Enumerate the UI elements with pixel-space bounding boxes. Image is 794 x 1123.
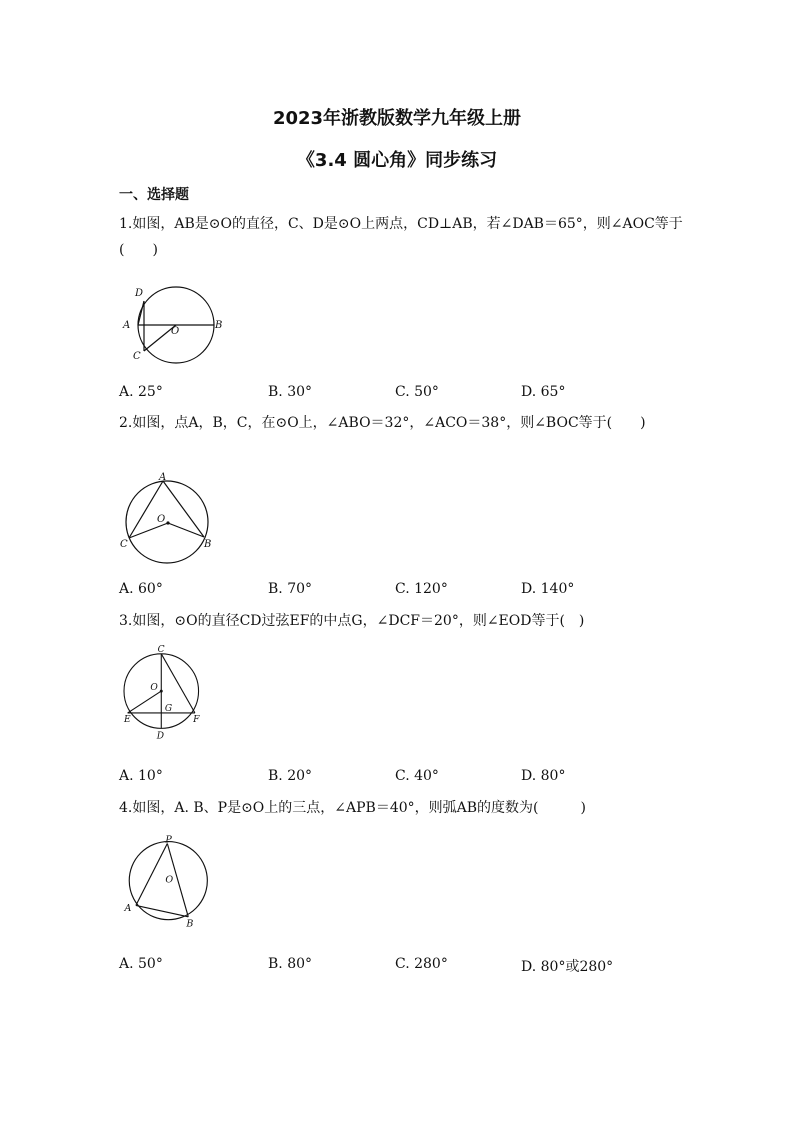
- center-point-o: [166, 521, 169, 524]
- label-p: P: [165, 834, 172, 846]
- q1-option-a: A. 25°: [119, 384, 163, 400]
- q1-option-b: B. 30°: [268, 384, 313, 400]
- label-o: O: [171, 326, 180, 337]
- q3-option-c: C. 40°: [395, 768, 439, 784]
- label-a: A: [124, 903, 132, 915]
- label-g: G: [164, 704, 173, 715]
- q3-option-a: A. 10°: [119, 768, 163, 784]
- label-o: O: [165, 874, 174, 886]
- label-d: D: [135, 288, 144, 299]
- question-4-figure: [119, 833, 229, 933]
- label-o: O: [157, 514, 166, 525]
- label-a: A: [123, 320, 131, 331]
- section-heading: 一、选择题: [119, 187, 189, 203]
- center-point-o: [160, 690, 163, 693]
- label-b: B: [204, 539, 212, 550]
- question-4-text: 4.如图，A. B、P是⊙O上的三点，∠APB＝40°，则弧AB的度数为( ): [119, 800, 586, 816]
- q2-option-c: C. 120°: [395, 581, 448, 597]
- label-f: F: [193, 715, 200, 725]
- q3-option-b: B. 20°: [268, 768, 313, 784]
- label-c: C: [157, 645, 165, 655]
- document-title: 2023年浙教版数学九年级上册: [272, 108, 522, 129]
- question-2-figure: [119, 470, 229, 570]
- q4-option-b: B. 80°: [268, 956, 313, 972]
- q2-option-b: B. 70°: [268, 581, 313, 597]
- label-e: E: [124, 715, 131, 725]
- q1-option-d: D. 65°: [521, 384, 566, 400]
- segment-ad: [138, 301, 144, 325]
- q4-option-d: D. 80°或280°: [521, 959, 614, 975]
- label-c: C: [120, 539, 128, 550]
- label-d: D: [156, 731, 165, 742]
- segment-oc: [129, 523, 168, 538]
- label-o: O: [150, 683, 158, 694]
- question-3-figure: [119, 642, 229, 742]
- segment-ac: [129, 481, 166, 538]
- label-b: B: [186, 918, 194, 930]
- q3-option-d: D. 80°: [521, 768, 566, 784]
- question-3-text: 3.如图，⊙O的直径CD过弦EF的中点G，∠DCF＝20°，则∠EOD等于( ): [119, 613, 585, 629]
- q2-option-a: A. 60°: [119, 581, 163, 597]
- question-2-text: 2.如图，点A，B，C，在⊙O上，∠ABO＝32°，∠ACO＝38°，则∠BOC等于( ): [119, 415, 646, 431]
- label-b: B: [215, 320, 223, 331]
- document-subtitle: 《3.4 圆心角》同步练习: [296, 150, 498, 171]
- q4-option-c: C. 280°: [395, 956, 448, 972]
- question-1-text: 1.如图，AB是⊙O的直径，C、D是⊙O上两点，CD⊥AB，若∠DAB＝65°，则∠AOC等于( ): [119, 216, 683, 258]
- q2-option-d: D. 140°: [521, 581, 575, 597]
- segment-oe: [128, 691, 162, 713]
- q4-option-a: A. 50°: [119, 956, 163, 972]
- label-a: A: [159, 472, 167, 483]
- question-1-figure: [119, 283, 229, 383]
- q1-option-c: C. 50°: [395, 384, 439, 400]
- label-c: C: [133, 351, 141, 362]
